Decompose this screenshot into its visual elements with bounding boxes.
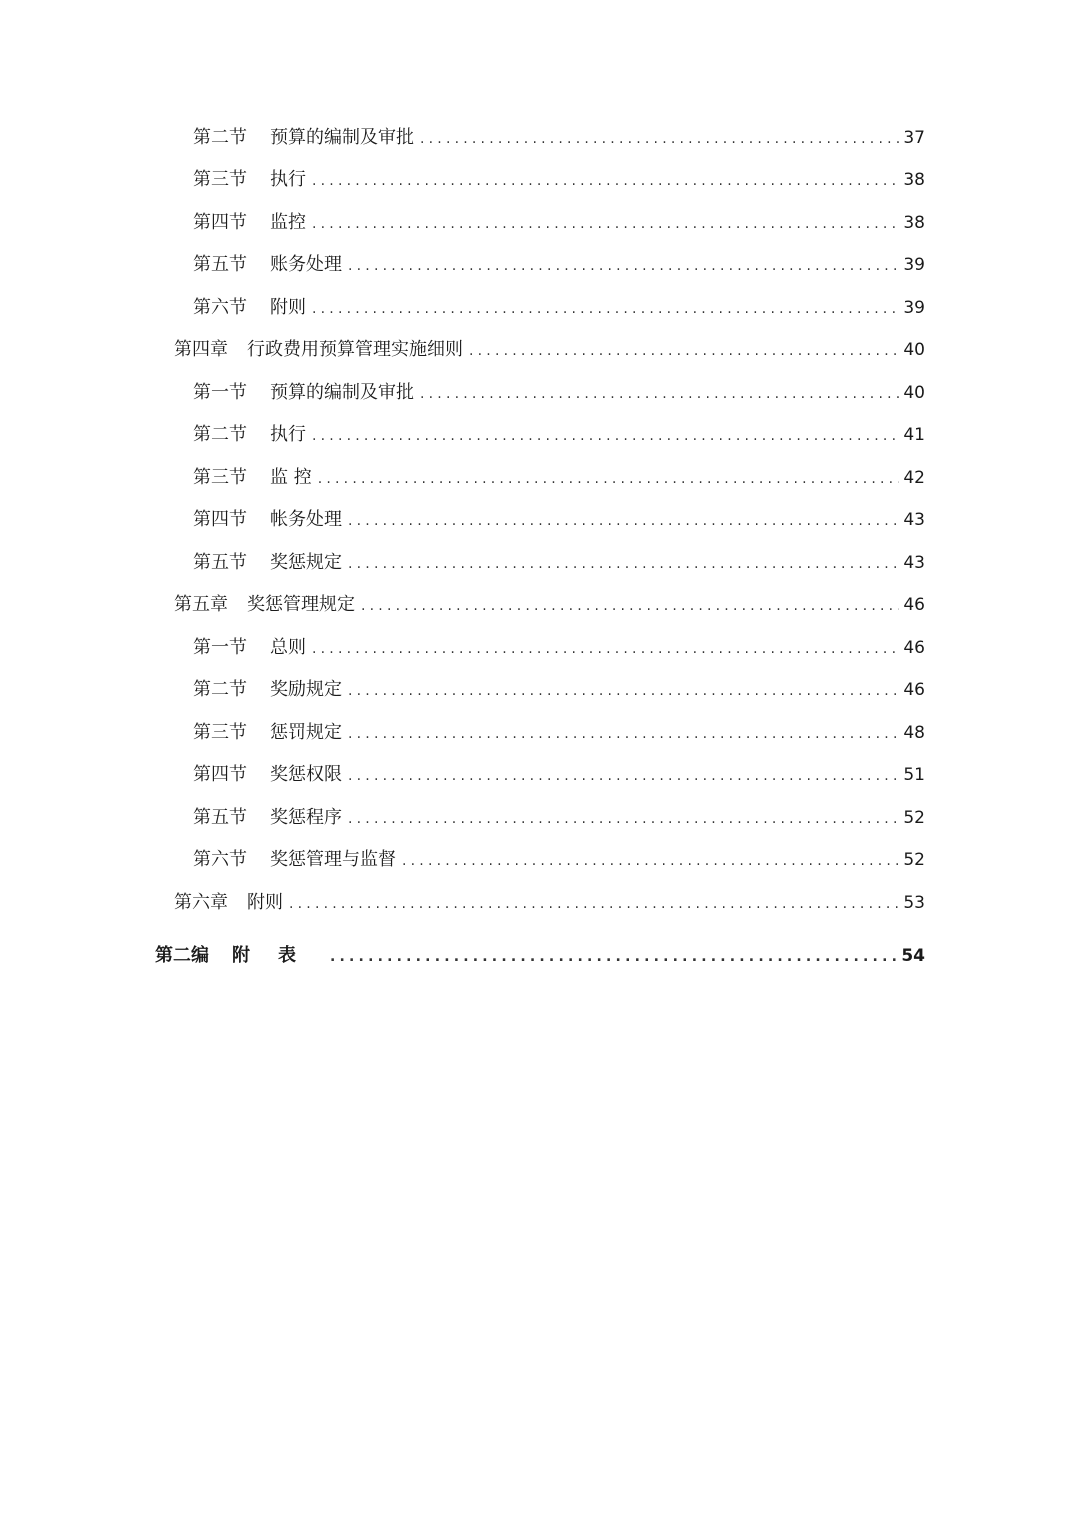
toc-entry-page-number: 37 [903, 128, 925, 148]
toc-entry-page-number: 42 [903, 468, 925, 488]
toc-entry-page-number: 38 [903, 170, 925, 190]
toc-entry[interactable] [193, 499, 925, 541]
toc-entry-title: 附则 [270, 297, 306, 318]
toc-entry-page-number: 38 [903, 213, 925, 233]
toc-entry-page-number: 39 [903, 255, 925, 275]
toc-dot-leader [312, 203, 899, 245]
toc-entry-page-number: 39 [903, 298, 925, 318]
toc-entry[interactable] [193, 457, 925, 499]
toc-entry[interactable] [174, 329, 925, 371]
toc-entry-prefix: 第四节 [193, 509, 247, 530]
toc-entry-page-number: 46 [903, 638, 925, 658]
toc-dot-leader [348, 543, 899, 585]
toc-dot-leader [469, 330, 899, 372]
toc-dot-leader [348, 798, 899, 840]
toc-entry-title: 帐务处理 [270, 509, 342, 530]
toc-dot-leader [312, 415, 899, 457]
toc-dot-leader [361, 585, 899, 627]
toc-entry-prefix: 第四章 [174, 339, 228, 360]
toc-dot-leader [348, 755, 899, 797]
toc-entry-prefix: 第四节 [193, 212, 247, 233]
toc-entry-prefix: 第六节 [193, 297, 247, 318]
toc-entry-title: 附表 [232, 945, 324, 966]
toc-entry-page-number: 46 [903, 680, 925, 700]
toc-entry-title: 奖励规定 [270, 679, 342, 700]
toc-entry[interactable] [193, 117, 925, 159]
toc-entry-title: 奖惩管理规定 [247, 594, 355, 615]
toc-entry-prefix: 第二节 [193, 127, 247, 148]
toc-entry-title: 奖惩权限 [270, 764, 342, 785]
toc-entry-prefix: 第三节 [193, 467, 247, 488]
toc-entry[interactable] [193, 839, 925, 881]
toc-entry[interactable] [193, 244, 925, 286]
toc-entry[interactable] [155, 935, 925, 977]
toc-dot-leader [348, 245, 899, 287]
toc-dot-leader [420, 118, 899, 160]
toc-dot-leader [348, 500, 899, 542]
toc-entry-page-number: 52 [903, 850, 925, 870]
toc-entry[interactable] [193, 372, 925, 414]
toc-entry-prefix: 第二节 [193, 679, 247, 700]
toc-dot-leader [330, 936, 897, 978]
toc-dot-leader [348, 670, 899, 712]
toc-entry-prefix: 第四节 [193, 764, 247, 785]
toc-entry-title: 总则 [270, 637, 306, 658]
toc-entry-page-number: 46 [903, 595, 925, 615]
toc-entry-prefix: 第一节 [193, 637, 247, 658]
toc-entry[interactable] [193, 202, 925, 244]
toc-entry-title: 奖惩管理与监督 [270, 849, 396, 870]
toc-entry-prefix: 第三节 [193, 169, 247, 190]
toc-entry[interactable] [193, 287, 925, 329]
toc-dot-leader [348, 713, 899, 755]
toc-entry-prefix: 第六节 [193, 849, 247, 870]
toc-entry-page-number: 43 [903, 510, 925, 530]
toc-entry-title: 奖惩程序 [270, 807, 342, 828]
toc-entry-page-number: 40 [903, 383, 925, 403]
toc-entry-page-number: 51 [903, 765, 925, 785]
toc-entry-page-number: 40 [903, 340, 925, 360]
toc-dot-leader [289, 883, 899, 925]
toc-entry[interactable] [193, 669, 925, 711]
toc-entry[interactable] [193, 159, 925, 201]
toc-entry-prefix: 第五节 [193, 254, 247, 275]
toc-dot-leader [420, 373, 899, 415]
toc-entry[interactable] [193, 627, 925, 669]
toc-entry-page-number: 43 [903, 553, 925, 573]
toc-entry-title: 执行 [270, 169, 306, 190]
toc-entry-title: 行政费用预算管理实施细则 [247, 339, 463, 360]
toc-dot-leader [312, 160, 899, 202]
toc-entry-title: 监 控 [270, 467, 312, 488]
toc-entry[interactable] [174, 584, 925, 626]
toc-dot-leader [312, 288, 899, 330]
toc-entry-title: 账务处理 [270, 254, 342, 275]
toc-entry[interactable] [174, 882, 925, 924]
toc-entry[interactable] [193, 797, 925, 839]
toc-entry-title: 惩罚规定 [270, 722, 342, 743]
toc-dot-leader [402, 840, 899, 882]
toc-entry-title: 执行 [270, 424, 306, 445]
toc-entry-prefix: 第一节 [193, 382, 247, 403]
toc-entry-prefix: 第五节 [193, 552, 247, 573]
toc-dot-leader [312, 628, 899, 670]
toc-entry[interactable] [193, 712, 925, 754]
toc-entry-title: 预算的编制及审批 [270, 127, 414, 148]
toc-entry-title: 监控 [270, 212, 306, 233]
toc-entry-title: 奖惩规定 [270, 552, 342, 573]
toc-entry-title: 预算的编制及审批 [270, 382, 414, 403]
toc-entry-prefix: 第三节 [193, 722, 247, 743]
toc-entry[interactable] [193, 414, 925, 456]
toc-entry-prefix: 第二编 [155, 945, 209, 966]
toc-entry[interactable] [193, 754, 925, 796]
toc-dot-leader [318, 458, 900, 500]
toc-entry-page-number: 48 [903, 723, 925, 743]
toc-entry-page-number: 41 [903, 425, 925, 445]
toc-entry-page-number: 54 [901, 946, 925, 966]
toc-entry-title: 附则 [247, 892, 283, 913]
toc-entry-prefix: 第六章 [174, 892, 228, 913]
toc-entry[interactable] [193, 542, 925, 584]
toc-entry-prefix: 第五章 [174, 594, 228, 615]
toc-entry-page-number: 53 [903, 893, 925, 913]
toc-entry-page-number: 52 [903, 808, 925, 828]
toc-entry-prefix: 第五节 [193, 807, 247, 828]
toc-entry-prefix: 第二节 [193, 424, 247, 445]
